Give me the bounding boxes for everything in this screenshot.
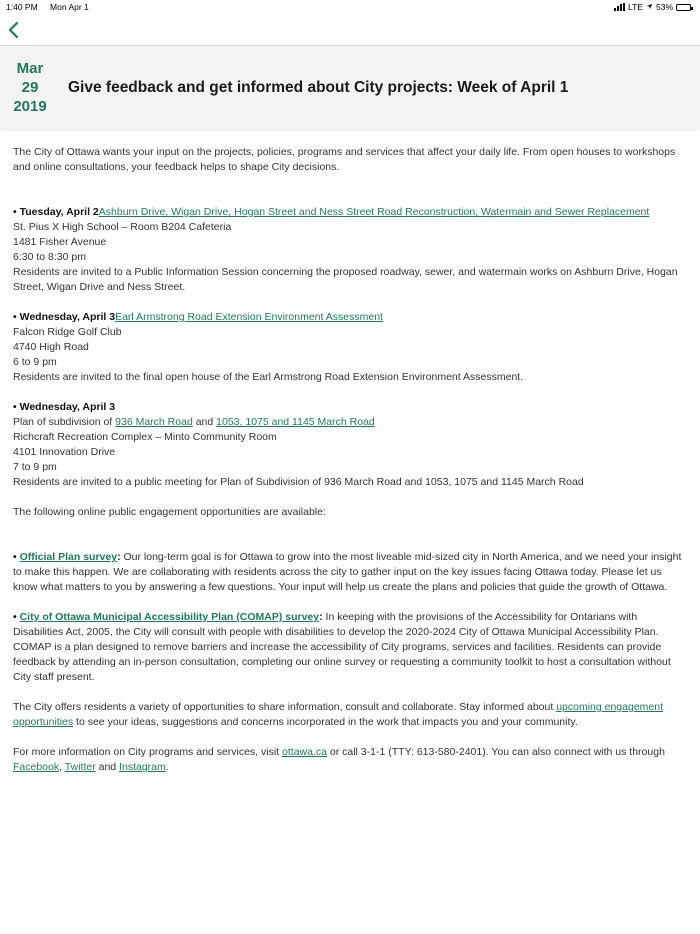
event-description: Residents are invited to a public meeting for Plan of Subdivision of 936 March Road and 1053, 1075 and 1145 March Road	[13, 476, 584, 488]
ottawa-link[interactable]: ottawa.ca	[282, 746, 327, 758]
post-date-day: 29	[21, 79, 39, 96]
event-description: Residents are invited to the final open house of the Earl Armstrong Road Extension Environment Assessment.	[13, 371, 524, 383]
online-link[interactable]: Official Plan survey	[19, 551, 118, 563]
signal-icon	[614, 3, 625, 11]
event-time: 7 to 9 pm	[13, 461, 57, 473]
event-link[interactable]: Earl Armstrong Road Extension Environment Assessment	[115, 311, 383, 323]
nav-bar	[0, 14, 700, 46]
event-link[interactable]: 1053, 1075 and 1145 March Road	[216, 416, 375, 428]
instagram-link[interactable]: Instagram	[119, 761, 166, 773]
status-time: 1:40 PM	[6, 2, 38, 12]
article-body	[0, 129, 700, 775]
location-icon	[646, 2, 653, 12]
event-item	[13, 205, 687, 295]
plan-and: and	[192, 416, 217, 428]
status-bar	[0, 0, 700, 14]
online-text: Our long-term goal is for Ottawa to grow into the most liveable mid-sized city in North America, and we need your insight to make this happen. We are collaborating with residents across the city to gather input on the key issues facing Ottawa today. Please let us know what matters to you by answering a few questions. Your input will help us create the plans and policies that guide the growth of Ottawa.	[13, 551, 682, 593]
event-venue: St. Pius X High School – Room B204 Cafeteria	[13, 221, 232, 233]
post-header	[0, 46, 700, 129]
online-link[interactable]: City of Ottawa Municipal Accessibility Plan (COMAP) survey	[19, 611, 320, 623]
event-item	[13, 400, 687, 490]
post-date	[0, 59, 60, 116]
online-intro: The following online public engagement opportunities are available:	[13, 506, 326, 518]
event-time: 6:30 to 8:30 pm	[13, 251, 86, 263]
contact-text: or call 3-1-1 (TTY: 613-580-2401). You can also connect with us through	[326, 746, 665, 758]
bullet: •	[13, 611, 20, 623]
closing-text: to see your ideas, suggestions and concerns incorporated in the work that impacts you and your community.	[73, 716, 578, 728]
contact-paragraph	[13, 745, 687, 775]
network-label: LTE	[628, 2, 643, 12]
battery-percent: 53%	[655, 2, 673, 12]
post-title: Give feedback and get informed about City projects: Week of April 1	[68, 78, 569, 96]
closing-paragraph	[13, 700, 687, 730]
separator: ,	[59, 761, 65, 773]
event-item	[13, 310, 687, 385]
event-time: 6 to 9 pm	[13, 356, 57, 368]
battery-icon	[676, 4, 691, 11]
plan-prefix: Plan of subdivision of	[13, 416, 116, 428]
event-description: Residents are invited to a Public Information Session concerning the proposed roadway, sewer, and watermain works on Ashburn Drive, Hogan Street, Wigan Drive and Ness Street.	[13, 266, 678, 293]
online-item	[13, 550, 687, 595]
online-item	[13, 610, 687, 685]
colon: :	[319, 611, 323, 623]
event-venue: Richcraft Recreation Complex – Minto Community Room	[13, 431, 277, 443]
status-date: Mon Apr 1	[50, 2, 89, 12]
event-date: • Tuesday, April 2	[13, 206, 99, 218]
event-link[interactable]: Ashburn Drive, Wigan Drive, Hogan Street and Ness Street Road Reconstruction, Watermain and Sewer Replacement	[98, 206, 650, 218]
event-date: • Wednesday, April 3	[13, 311, 116, 323]
separator: and	[95, 761, 120, 773]
closing-text: The City offers residents a variety of opportunities to share information, consult and collaborate. Stay informed about	[13, 701, 557, 713]
event-venue: Falcon Ridge Golf Club	[13, 326, 122, 338]
event-address: 4740 High Road	[13, 341, 89, 353]
bullet: •	[13, 551, 20, 563]
event-address: 4101 Innovation Drive	[13, 446, 116, 458]
contact-text: For more information on City programs and services, visit	[13, 746, 283, 758]
twitter-link[interactable]: Twitter	[64, 761, 96, 773]
event-address: 1481 Fisher Avenue	[13, 236, 107, 248]
event-date: • Wednesday, April 3	[13, 401, 116, 413]
facebook-link[interactable]: Facebook	[13, 761, 60, 773]
event-link[interactable]: 936 March Road	[115, 416, 193, 428]
post-date-year: 2019	[13, 98, 47, 115]
chevron-left-icon[interactable]	[6, 21, 20, 39]
post-date-month: Mar	[16, 60, 44, 77]
separator: .	[165, 761, 169, 773]
online-text: In keeping with the provisions of the Accessibility for Ontarians with Disabilities Act, 2005, the City will consult with people with disabilities to develop the 2020-2024 City of Ottawa Municipal Accessibility Plan. COMAP is a plan designed to remove barriers and increase the accessibility of City programs, services and facilities. Residents can provide feedback by attending an in-person consultation, completing our online survey or requesting a community toolkit to host a consultation without City staff present.	[13, 611, 671, 683]
colon: :	[117, 551, 121, 563]
engagement-link[interactable]: upcoming engagement opportunities	[13, 701, 664, 728]
intro-paragraph: The City of Ottawa wants your input on the projects, policies, programs and services that affect your daily life. From open houses to workshops and online consultations, your feedback helps to shape City decisions.	[13, 146, 676, 173]
